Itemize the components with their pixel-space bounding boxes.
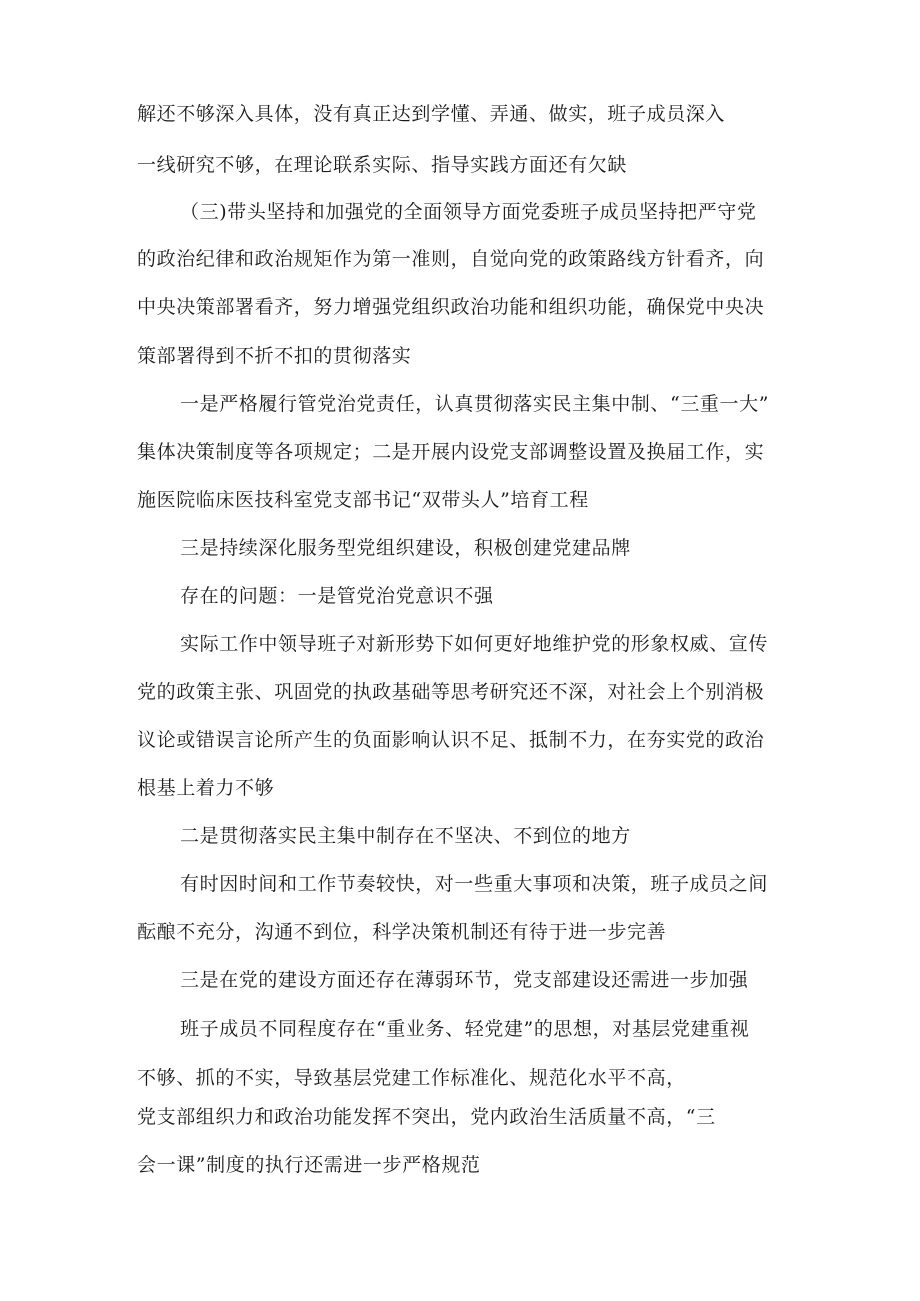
text-line-7: 一是严格履行管党治党责任，认真贯彻落实民主集中制、“三重一大” xyxy=(180,393,770,415)
text-line-8: 集体决策制度等各项规定；二是开展内设党支部调整设置及换届工作，实 xyxy=(137,441,765,463)
text-line-13: 党的政策主张、巩固党的执政基础等思考研究还不深，对社会上个别消极 xyxy=(137,681,765,703)
text-line-21: 不够、抓的不实，导致基层党建工作标准化、规范化水平不高， xyxy=(137,1067,686,1089)
text-line-4: 的政治纪律和政治规矩作为第一准则，自觉向党的政策路线方针看齐，向 xyxy=(137,248,765,270)
text-line-9: 施医院临床医技科室党支部书记“双带头人”培育工程 xyxy=(137,489,589,511)
text-line-1: 解还不够深入具体，没有真正达到学懂、弄通、做实，班子成员深入 xyxy=(137,103,726,125)
text-line-5: 中央决策部署看齐，努力增强党组织政治功能和组织功能，确保党中央决 xyxy=(137,296,765,318)
text-line-2: 一线研究不够，在理论联系实际、指导实践方面还有欠缺 xyxy=(137,154,628,176)
text-line-10: 三是持续深化服务型党组织建设，积极创建党建品牌 xyxy=(180,537,631,559)
text-line-22: 党支部组织力和政治功能发挥不突出，党内政治生活质量不高，“三 xyxy=(137,1106,716,1128)
text-line-6: 策部署得到不折不扣的贯彻落实 xyxy=(137,345,412,367)
text-line-15: 根基上着力不够 xyxy=(137,777,275,799)
text-line-20: 班子成员不同程度存在“重业务、轻党建”的思想，对基层党建重视 xyxy=(180,1018,750,1040)
text-line-16: 二是贯彻落实民主集中制存在不坚决、不到位的地方 xyxy=(180,825,631,847)
text-line-17: 有时因时间和工作节奏较快，对一些重大事项和决策，班子成员之间 xyxy=(180,873,769,895)
text-line-18: 酝酿不充分，沟通不到位，科学决策机制还有待于进一步完善 xyxy=(137,921,667,943)
text-line-19: 三是在党的建设方面还存在薄弱环节，党支部建设还需进一步加强 xyxy=(180,969,749,991)
text-line-12: 实际工作中领导班子对新形势下如何更好地维护党的形象权威、宣传 xyxy=(180,633,769,655)
text-line-23: 会一课”制度的执行还需进一步严格规范 xyxy=(137,1154,481,1176)
text-line-11: 存在的问题：一是管党治党意识不强 xyxy=(180,585,494,607)
text-line-3: （三)带头坚持和加强党的全面领导方面党委班子成员坚持把严守党 xyxy=(180,201,757,223)
text-line-14: 议论或错误言论所产生的负面影响认识不足、抵制不力，在夯实党的政治 xyxy=(137,729,765,751)
